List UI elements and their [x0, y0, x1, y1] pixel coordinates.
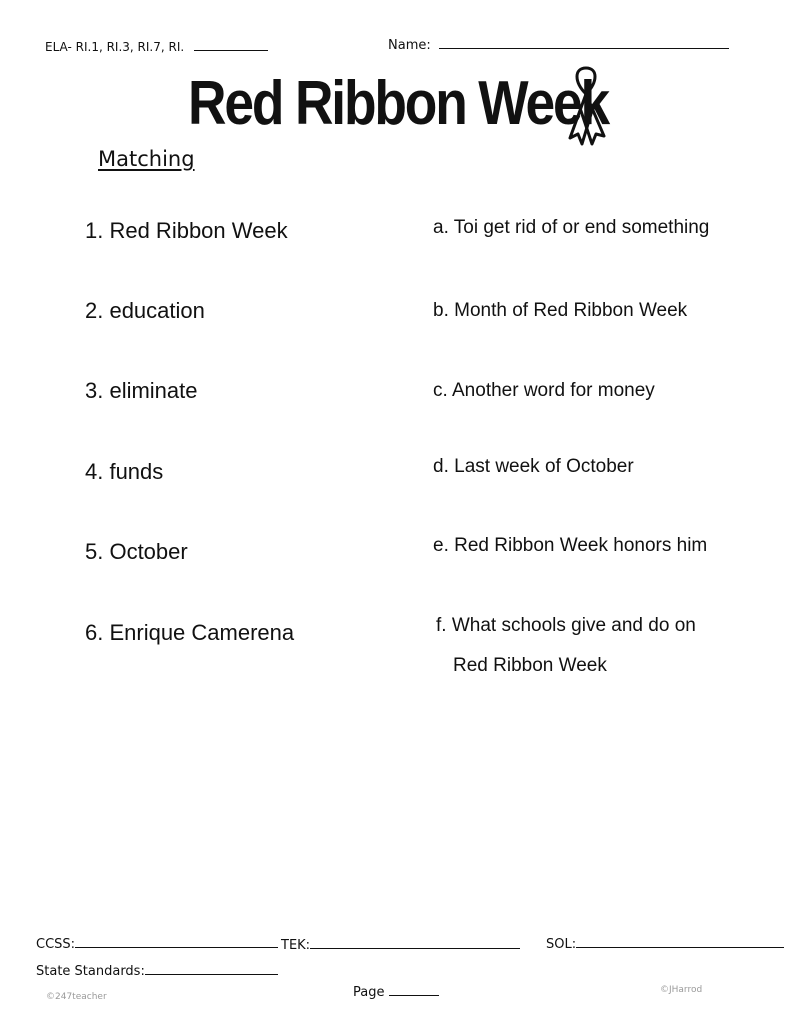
name-blank — [439, 48, 729, 49]
page-blank — [389, 995, 439, 996]
ccss-field — [36, 937, 278, 952]
state-standards-field — [36, 964, 278, 979]
standards-header — [45, 40, 268, 54]
name-field — [388, 38, 729, 53]
definition-e: e. Red Ribbon Week honors him — [433, 535, 708, 556]
term-1: 1. Red Ribbon Week — [85, 218, 288, 243]
definition-b: b. Month of Red Ribbon Week — [433, 300, 688, 321]
sol-label: SOL: — [546, 937, 577, 952]
ccss-blank — [75, 947, 278, 948]
term-5: 5. October — [85, 539, 188, 564]
worksheet-title: Red Ribbon Week — [188, 69, 609, 138]
tek-label: TEK: — [281, 938, 311, 953]
ccss-label: CCSS: — [36, 937, 76, 952]
sol-field — [546, 937, 784, 952]
page-field — [353, 985, 439, 1000]
copyright-left: ©247teacher — [46, 992, 107, 1002]
term-4: 4. funds — [85, 459, 164, 484]
term-3: 3. eliminate — [85, 378, 198, 403]
state-standards-label: State Standards: — [36, 964, 145, 979]
page-label: Page — [353, 985, 385, 1000]
term-2: 2. education — [85, 298, 205, 323]
term-6: 6. Enrique Camerena — [85, 620, 295, 645]
tek-field — [281, 938, 520, 953]
name-label: Name: — [388, 38, 431, 53]
definition-f: f. What schools give and do on — [436, 615, 696, 636]
definition-c: c. Another word for money — [433, 380, 655, 401]
state-standards-blank — [145, 974, 278, 975]
definition-d: d. Last week of October — [433, 456, 634, 477]
tek-blank — [310, 948, 520, 949]
standards-label: ELA- RI.1, RI.3, RI.7, RI. — [45, 40, 185, 54]
definition-f-continued: Red Ribbon Week — [453, 655, 607, 676]
definition-a: a. Toi get rid of or end something — [433, 217, 710, 238]
sol-blank — [576, 947, 784, 948]
standards-blank — [194, 50, 268, 51]
section-heading: Matching — [98, 147, 195, 171]
copyright-right: ©JHarrod — [660, 985, 703, 995]
ribbon-icon — [560, 64, 612, 150]
